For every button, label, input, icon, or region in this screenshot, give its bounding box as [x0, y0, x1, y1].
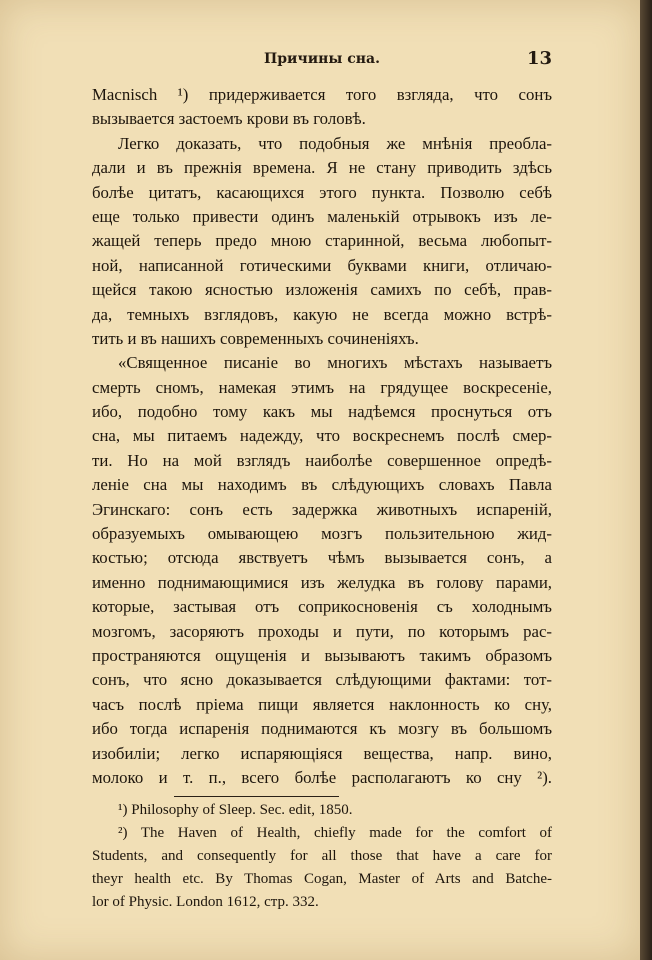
- text-line: молоко и т. п., всего болѣе располагаютъ ко сну ²).: [92, 767, 552, 787]
- text-line: ибо, подобно тому какъ мы надѣемся проснуться отъ: [92, 402, 552, 422]
- page-edge: [640, 0, 652, 960]
- text-line: которые, застывая отъ соприкосновенія съ холоднымъ: [92, 597, 552, 617]
- text-line: сна, мы питаемъ надежду, что воскреснемъ послѣ смер-: [92, 426, 552, 446]
- text-line: часъ послѣ пріема пищи является наклонность ко сну,: [92, 694, 552, 714]
- text-line: смерть сномъ, намекая этимъ на грядущее воскресеніе,: [92, 377, 552, 397]
- text-line: жащей теперь предо мною старинной, весьма любопыт-: [92, 231, 552, 251]
- text-line: пространяются ощущенія и вызываютъ такимъ образомъ: [92, 645, 552, 665]
- page-number: 13: [526, 48, 552, 69]
- text-line: именно поднимающимися изъ желудка въ голову парами,: [92, 572, 552, 592]
- text-line: дали и въ прежнія времена. Я не стану приводить здѣсь: [92, 158, 552, 178]
- text-line: ти. Но на мой взглядъ наиболѣе совершенное опредѣ-: [92, 450, 552, 470]
- footnote-line: lor of Physic. London 1612, стр. 332.: [92, 894, 319, 910]
- text-line: мозгомъ, засоряютъ проходы и пути, по которымъ рас-: [92, 621, 552, 641]
- footnotes: [92, 796, 552, 914]
- text-line: сонъ, что ясно доказывается слѣдующими фактами: тот-: [92, 670, 552, 690]
- text-line: ибо тогда испаренія поднимаются къ мозгу въ большомъ: [92, 719, 552, 739]
- text-line: еще только привести одинъ маленькій отрывокъ изъ ле-: [92, 206, 552, 226]
- text-line: вызывается застоемъ крови въ головѣ.: [92, 109, 366, 129]
- text-line: Macnisch ¹) придерживается того взгляда, что сонъ: [92, 85, 552, 104]
- text-line: изобиліи; легко испаряющіяся вещества, напр. вино,: [92, 743, 552, 763]
- text-line: Эгинскаго: сонъ есть задержка животныхъ испареній,: [92, 499, 552, 519]
- footnote-line: Students, and consequently for all those that have a care for: [92, 848, 552, 864]
- text-line: Легко доказать, что подобныя же мнѣнія преобла-: [118, 133, 552, 153]
- footnote-line: ²) The Haven of Health, chiefly made for the comfort of: [118, 825, 552, 841]
- footnote-line: theyr health etc. By Thomas Cogan, Master of Arts and Batche-: [92, 871, 552, 887]
- text-line: да, темныхъ взглядовъ, какую не всегда можно встрѣ-: [92, 304, 552, 324]
- footnote-line: ¹) Philosophy of Sleep. Sec. edit, 1850.: [118, 802, 353, 818]
- text-line: «Священное писаніе во многихъ мѣстахъ называетъ: [118, 353, 552, 373]
- text-line: леніе сна мы находимъ въ слѣдующихъ словахъ Павла: [92, 475, 552, 495]
- footnote-rule: [174, 796, 339, 797]
- text-line: болѣе цитатъ, касающихся этого пункта. Позволю себѣ: [92, 182, 552, 202]
- page-header: [92, 48, 552, 72]
- running-title: Причины сна.: [264, 51, 380, 67]
- text-line: ной, написанной готическими буквами книги, отличаю-: [92, 255, 552, 275]
- text-line: образуемыхъ омывающею мозгъ пользительною жид-: [92, 524, 552, 544]
- text-line: тить и въ нашихъ современныхъ сочиненіяхъ.: [92, 328, 419, 348]
- text-line: щейся такою ясностью изложенія самихъ по себѣ, прав-: [92, 280, 552, 300]
- body-text: [92, 83, 552, 790]
- text-line: костью; отсюда явствуетъ чѣмъ вызывается сонъ, а: [92, 548, 552, 568]
